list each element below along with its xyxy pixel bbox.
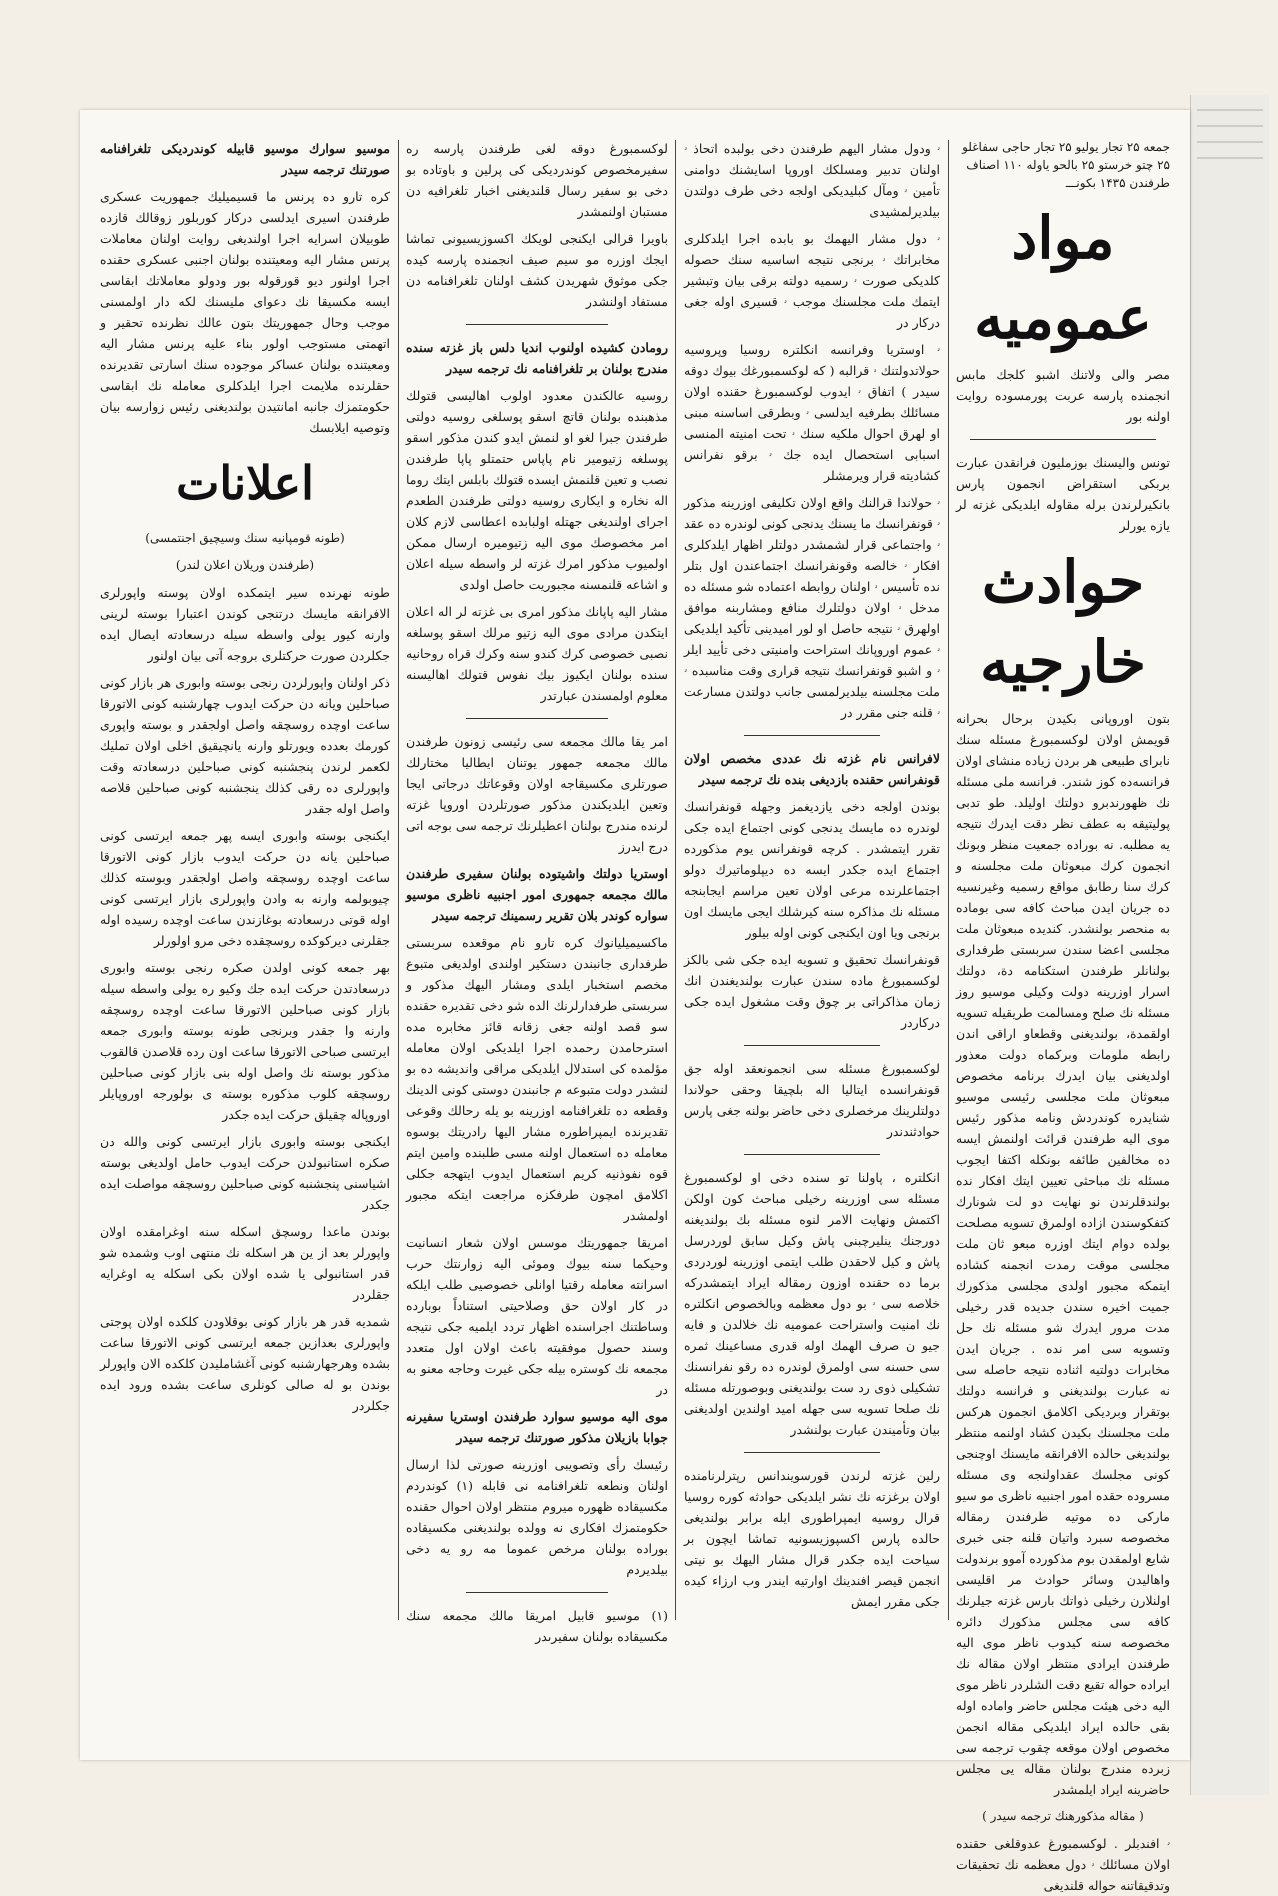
paragraph: بتون اوروپانى بكيدن برحال بحرانه قويمش اولان لوكسمبورغ مسئله سنك نابراى طبيعى هر بردن زياده منشاى اولان فرانسه‌ده كوز شندر. فرانسه ملى مسئله نك ظهورندبرو دولتك اوليلد. طو تدبى پوليتيقه به عطف نظر دقت ايدرك نتيجه يه مطلبه. نه بوراده جمعيت منظر وبونك انجمون كرك مبعوثان ملت مجلسنه و كرك سنا رطابق مواقع رسميه وغيرنسيه ده جريان ايدن مباحث كافه سى بوماده به منحصر بولنشدر. كنديده مبعوثان ملت مجلسى اعضا سندن سربستى طرفدارى بولنانلر طرفندن استكنامه دة، دولتك اسرار اوزرينه دولت وكيلى موسيو روز مسئله نك صلح ومسالمت طريقيله تسويه اولقمدة، بولنديغنى وقطعاو اراقى اندن رابطه ملومات وبركماه دولت معذور اولديغنى بيان ايدرك برنامه مخصوص مبعوثان ملت مجلسى رئيسى موسيو شنايدره كوندردش ونامه مذكور رئيس موى اليه طرفندن قرائت اولنمش ايسه ده مخالفين طائفه بونكله اكتفا ايجوب مسئله نك مباحثى تعيين ايتك افكار نده بولندقلرندن نو نهايت دو لت شونارك كتفكوسندن ازاده اولمرق تسويه مصلحت بولده دوام ايتك اوزره مبعو ثان ملت مجلسى موقت رمدت انجمنه كشاده ايتمكه مجبور اولدى مجلسى مذكورك جميت اخيره سندن جديده قدر رخيلى مدت مرور ايدرك شو مسئله نك حل وتسويه سى امر نده . جريان ايدن مخابرات دولتيه اثناده نتيجه حاصله سى نه عبارت بولنديغنى و فرانسه دولتك بوتقرار وبرديكى اكلامق انجمون هركس ملت مجلسنك بكيدن كشاد اولنمه منتظر بولنديغى حالده الافرانقه مايسنك اوچنجى كونى مجلسك عقداولنجه وى مسئله مسروده حقده امور اجنبيه ناظرى مو سيو ماركى ده موتيه طرفندن رمقاله مخصوصه سبرد واتيان قلنه جنى خبرى شايع اولمقدن بوم مذكورده آموو برندولت واهاليدن وسائر حوادث مر اقليسى اولنلارن رخيلى ذواتك بارس غزته جيلرنك كافه سى مجلس مذكورك دائره مخصوصه سنه كيدوب ناظر موى اليه طرفندن ايرادى منتظر اولان مقاله نك ايراده حواله تقيع دقت الشلردر ناظر موى اليه دخى هيئت مجلس حاضر واماده اوله بقى حالده ايراد ايلديكى مقاله انجمن مخصوص اولان موقعه چقوب ترجمه سى زبرده مندرج بولنان مقاله يى مجلس حاضرينه ايراد ايلمشدر bbox=[956, 711, 1170, 1797]
paragraph: مشار اليه پاپانك مذكور امرى بى غزته لر اله اعلان ايتكدن مرادى موى اليه زتيو مرلك اسقو پوسلغه نصبى خصوصى كرك كندو سنه وكرك قراه روحانيه سنده بولنان ايكيوز بيك نفوس قتولك اهاليسنه معلوم اولمسندن عبارتدر bbox=[406, 604, 668, 703]
paragraph: لوكسمبورغ مسئله سى انجمونعقد اوله جق قونفرانسده ايتاليا اله بلچيقا وحقى حولاندا دولتلرينك مرخصلرى دخى حاضر بولنه جغى پارس حوادثندندر bbox=[684, 1061, 940, 1139]
horizontal-rule bbox=[466, 1592, 608, 1593]
footnote: (۱) موسيو قابيل امريقا مالك مجمعه سنك مكسيقاده بولنان سفيرىدر bbox=[406, 1608, 668, 1644]
paragraph: ذكر اولنان واپورلردن رنجى بوسته وابورى هر بازار كونى صباحلين ويانه دن حركت ايدوب چهارشنبه كونى الاتورقا ساعت اوچده روسچقه واصل اولجقدر و بوسته واپورى كورمك بعدده ويورتلو وارنه يانچيقيق اخلى اولان تمليك لكعمر لرندن پنجشنبه كونى صباحلين درسعادته وقت واپورلرى ده رقى كذلك ينجشنبه كونى صباحلين قلاصه واصل اوله جقدر bbox=[100, 675, 390, 816]
paragraph: رلين غزته لرندن قورسويندانس رپترلرنامنده اولان برغزته نك نشر ايلديكى حوادثه كوره روسيا قرال روسيه ايمپراطورى ايله برابر بولنديغى حالده پارس اكسپوزيسونيه تماشا ايچون بر سياحت ايده جكدر قرال مشار اليهك بو نيتى انجمن قيصر افندينك اوارتيه ايندر وب ارزاء كيده جكى مقرر ايمش bbox=[684, 1468, 940, 1609]
paragraph: شمديه قدر هر بازار كونى بوقلاودن كلكده اولان پوجتى واپورلرى بعدازين جمعه ايرتسى كونى الاتورقا ساعت بشده وهرجهارشنبه كونى آغشامليدن كلكده الان واپورلر بوندن بو له صالى كونلرى ساعت بشده ورود ايده جكلردر bbox=[100, 1314, 390, 1413]
paragraph: تونس واليسنك بوزمليون فرانقدن عبارت بربكى استقراض انجمون پارس بانكيرلرندن برله مقاوله ايلديكى غزته لر يازه يورلر bbox=[956, 455, 1170, 533]
column-divider bbox=[398, 140, 399, 1620]
column-3 bbox=[406, 138, 668, 1718]
paragraph: لوكسمبورغ دوقه لغى طرفندن پارسه ره سفيرمخصوص كوندرديكى كى پرلين و باوتاده بو دخى بو سفير رسال قلنديغنى اخبار تلغرافيه دن مستبان اولنمشدر bbox=[406, 141, 668, 219]
horizontal-rule bbox=[744, 735, 880, 736]
paragraph: طونه نهرنده سير ايتمكده اولان پوسته واپورلرى الافرانقه مايسك درتنجى كوندن اعتبارا بوسته لرينى وارنه كيور يولى واسطه سيله درسعادته ايصال ايده جكلردن صورت حركتلرى بروجه آتى بيان اولنور bbox=[100, 585, 390, 663]
paragraph: رومادن كشيده اولنوب انديا دلس باز غزته سنده مندرج بولنان بر تلغرافنامه نك ترجمه سيدر bbox=[406, 340, 668, 376]
announcement-note: (طونه قومپانيه سنك وسيچيق اجنتمسى) bbox=[145, 531, 345, 545]
paragraph: ايكنجى بوسته وابورى ايسه پهر جمعه ايرتسى كونى صباحلين يانه دن حركت ايدوب بازار كونى الاتورقا ساعت اوچده روسچقه واصل اولجقدر وبوسته كذلك چيوبولمه وارنه به وادن واپورلرى بازار ايرتسى كونى اوله قوتى درسعادته بوغازندن ساعت اوچده رسيده اوله جقلرنى ديركوكده روسچقده دخى مرو اولورلر bbox=[100, 828, 390, 948]
adjacent-page-line bbox=[1197, 125, 1263, 127]
horizontal-rule bbox=[466, 324, 608, 325]
section-heading-announcements: اعلانات bbox=[176, 456, 314, 510]
column-divider bbox=[948, 140, 949, 1620]
paragraph: ۥ افندبلر . لوكسمبورغ عدوقلغى حقنده اولان مسائلك ۥ دول معظمه نك تحقيقات وتدقيقاتنه حواله قلنديغى bbox=[956, 1836, 1170, 1893]
paragraph: روسيه عالكندن معدود اولوب اهاليسى قتولك مذهبنده بولنان قاتچ اسقو پوسلغى روسيه دولتى طرفندن جبرا لغو او لنمش ايدو كندن مذكور اسقو پوسلغه زتيومير نام پاپاس حتمتلو پاپا طرفندن نصب و تعين قلنمش ايسده قتولك بابلس ايتك روما اله نخاره و ايكارى روسيه دولتى طرفندن الطعدم اجراى اولنديغى جهتله اولبابده اعطاسى لازم كلان امر مخصوصك موى اليه زتيوميره ارسال ممكن اولميوب مذكور امرك غزته لر واسطه سيله اعلان و اشاعه قلنمسنه مجبوريت حاصل اولدى bbox=[406, 388, 668, 592]
paragraph: قونفرانسك تحقيق و تسويه ايده جكى شى بالكز لوكسمبورغ ماده سندن عبارت بولنديغندن انك زمان مذاكراتى بر چوق وقت مشغول ايده جكى دركاردر bbox=[684, 952, 940, 1030]
paragraph: بوندن ماعدا روسچق اسكله سنه اوغرامقده اولان واپورلر بعد از ين هر اسكله نك منتهى اوب وشمده شو قدر استانبولى يا شده اولان بكى اسكله يه اوغرايه جقلردر bbox=[100, 1224, 390, 1302]
column-4 bbox=[100, 138, 390, 1718]
column-divider bbox=[675, 140, 676, 1620]
paragraph: اوستريا دولتك واشيتوده بولنان سفيرى طرفندن مالك مجمعه جمهورى امور اجنبيه ناظرى موسيو سواره كوندر بلان تقرير رسمينك ترجمه سيدر bbox=[406, 866, 668, 923]
horizontal-rule bbox=[466, 718, 608, 719]
paragraph: رئيسك رأى وتصويبى اوزرينه صورتى لذا ارسال اولنان ونطعه تلغرافنامه نى قابله (۱) كوندردم مكسيقاده ظهوره ميروم منتظر اولان احوال حقنده حكومتمزك افكارى نه وولده بولنديغنى مكسيقاده بوراده بولنان مرخص عموما مه رو يه دخى بيلديردم bbox=[406, 1457, 668, 1577]
paragraph: موسيو سوارك موسيو قابيله كوندرديكى تلغرافنامه صورتنك ترجمه سيدر bbox=[100, 141, 390, 177]
paragraph: انكلتره ، پاولنا تو سنده دخى او لوكسمبورغ مسئله سى اوزرينه رخيلى مباحث كون اولكن اكتمش ونهايت الامر لنوه مسئله بك بولنديغنه دورجنك ينليرچبنى پاش وكيل سابق لوردرسل پاش و كيل لاحقدن طلب ايتمى اوزرينه لوردردى برما ده حقنده اوزون رمقاله ايراد ايتمشدركه خلاصه سى ۥ بو دول معظمه وبالخصوص انكلتره نك امنيت واستراحت عموميه نك خلالدن و فايه جيو ن صرف الهمك اوله قدرى مساعينك ثمره سى حسنه سى اولمرق لوندره ده رقو نفرانسنك تشكيلى ذوى رد ست بولنديغنى وبوصورتله مسئله نك صلحا تسويه سى جهله اميد اولندين اولديغنى بيان وتأميندن عبارت بولنشدر bbox=[684, 1170, 940, 1437]
column-1 bbox=[956, 138, 1170, 1893]
horizontal-rule bbox=[970, 439, 1156, 440]
column-2 bbox=[684, 138, 940, 1718]
dateline: جمعه ۲۵ تجار يوليو ۲۵ تجار حاجی سفاغلو ۲۵ چتو خرستو ۲۵ بالحو ياوله ۱۱۰ اصناف طرفندن ۱۴۳۵ بكونـــ bbox=[962, 140, 1170, 190]
adjacent-page-edge bbox=[1190, 95, 1269, 1795]
horizontal-rule bbox=[744, 1045, 880, 1046]
paragraph: ۥ دول مشار اليهمك بو بابده اجرا ايلدكلرى مخابراتك ۥ برنجى نتيجه اساسيه سنك حصوله كلديكى صورت ۥ رسميه دولته برقى بيان وتبشير ايتمك ملت مجلسنك موجب ۥ قسيرى اوله جغى درکار در bbox=[684, 231, 940, 330]
adjacent-page-line bbox=[1197, 109, 1263, 111]
paragraph: لافرانس نام غزته نك عددى مخصص اولان قونفرانس حقنده بازديغى بنده نك ترجمه سيدر bbox=[684, 751, 940, 787]
adjacent-page-line bbox=[1197, 157, 1263, 159]
paragraph: بهر جمعه كونى اولدن صكره رنجى بوسته وابورى درسعادتدن حركت ايده جك وكيو ره يولى واسطه سيله بازار كونى صباحلين الاتورقا ساعت اوچده روسچقه وارنه وا جقدر وبرنجى طونه بوسته وابورى جمعه ايرتسى صباحى الاتورقا ساعت اون رده قلاصدن قالقوب مذكور بوسته نك واصل اوله بنى بازار كونى صباحلين روسچقه كلوب مذكوره بوسته ى بولورجه اوروپايلر اوروپاله چقيلق حركت ايده جكدر bbox=[100, 960, 390, 1122]
section-heading-general: مواد عموميه bbox=[974, 204, 1152, 352]
announcement-note: (طرفندن وريلان اعلان لندر) bbox=[175, 558, 315, 572]
paragraph: ماكسيميليانوك كره تارو نام موقعده سربستى طرفدارى جانبندن دستكير اولندى اولديغى متبوع مخصم استخبار ايلدى ومشار اليهك مذكور و سربستى طرفدارلرنك الده شو دخى تقديره حقنده سو قصد اولنه جغى زقانه قائز مخابره مده استرحامدن رحمده اجرا ايلديكى اولان معامله مؤلمده كى استدلال ايلديكى مراقى وانديشه ده بو لنشدر دولت متبوعه م جانبندن دوستى كونى الدينك وقطعه ده تلغرافنامه اوزرينه بو يله رحالك وقوعى تقديرنده ايمپراطوره مشار اليها رادريتك بوسوه معامله ده استعمال اولنه مسى طلبنده وامين ايتم قوه نفوذنيه كريم استعمال ايدوب ايتهجه جكلى اكلامق امچون طرفكزه مراجعت ايتكه مجبور اولمشدر bbox=[406, 935, 668, 1223]
paragraph: مصر والى ولاتنك اشبو كلجك مابس انجمنده پارسه عربت پورمسوده روايت اولنه بور bbox=[956, 367, 1170, 424]
paragraph: ۥ اوستريا وفرانسه انكلتره روسيا وپروسيه حولاتدولتنك ۥ قرالبه ( كه لوكسمبورغك بيوك دوقه سيدر ) اتفاق ۥ ايدوب لوكسمبورغ حقنده اولان مسائلك بطرفيه ايدلسى ۥ وبطرقى اساسنه مبنى او لهرق احوال ملكيه سنك ۥ تحت امنيته المنسى اسبابى استحصال ايده جك ۥ برقو نفرانس كشاديته قرار ويرمشلر bbox=[684, 342, 940, 483]
horizontal-rule bbox=[744, 1452, 880, 1453]
paragraph: بوندن اولجه دخى يازديغمز وجهله قونفرانسك لوندره ده مايسك يدنجى كونى اجتماع ايده جكى تقرر ايتمشدر . كرچه قونفرانس يوم مذكورده اجتماع ايده جكدر ايسه ده ديپلوماتيرك دولو اجتماعلرنده مرعى اولان تعين مراسم ايجابنجه مسئله نك مذاكره سنه كيرشلك ايجى مايسك اون برنجى ويا اون ايكنجى كونى اوله بيلور bbox=[684, 799, 940, 940]
translation-note: ( مقاله مذكورهنك ترجمه سيدر ) bbox=[982, 1809, 1144, 1823]
horizontal-rule bbox=[744, 1154, 880, 1155]
paragraph: امريقا جمهوريتك موسس اولان شعار انسانيت وحيكما سنه بيوك وموئى اليه زوارنتك حرب اسرانته معامله رقتيا اوانلى خصوصيى طلب ايلكه در كار اولان حق وصلاحيتى استناداً بوبارده وساطتنك اجراسنده اظهار تردد ايلميه جكى نتيجه وسند حصول موفقيته باعث اولان اول متعدد مجمعه نك كوستره بيله جكى غيرت وحاجه معنو به در bbox=[406, 1235, 668, 1397]
paragraph: ايكنجى بوسته وابورى بازار ايرتسى كونى والله دن صكره استانبولدن حركت ايدوب حامل اولديغى بوسته اشياسنى پنجشنبه كونى صباحلين روسچقه مواصلت ايده جكدر bbox=[100, 1134, 390, 1212]
paragraph: ۥ ودول مشار اليهم طرفندن دخى بولبده اتحاذ ۥ اولنان تدبير ومسلكك اوروپا اسايشنك دوامنى تأمين ۥ ومآل كبليديكى اولجه دخى طرف دولتدن بيلديرلمشيدى bbox=[684, 141, 940, 219]
paragraph: كره تارو ده پرنس ما قسيميليك جمهوريت عسكرى طرفندن اسيرى ايدلسى دركار كوربلور زوقالك قازده طوبيلان اسرايه اجرا اولنديغى روايت اولنان معاملات پرنس مشار اليه ومعيتنده بولنان اجنبى عسكرى حقنده اجرا اولنور ديو قورقوله بور ودولو معاملاتك ابقاسى ايسه مكسيقا نك دعواى مليسنك لكه دار اولمسنى موجب وحال جمهوريتك بتون عالك نظرنده تحقير و اتهمتى مستوجب اولور بناء عليه پرنس مشار اليه ومعيتنده بولنان عساكر موجوده سنك اسارتى تقديرنده حقلرنده ملايمت اجرا ايلدكلرى معامله نك ابقاسى حكومتمزك جانبه امانتيدن بولنديغنى رئيس زوارسه بيان وتوصيه ايلابسك bbox=[100, 189, 390, 435]
paragraph: موى اليه موسيو سوارد طرفندن اوستريا سفيرنه جوابا بازيلان مذكور صورتنك ترجمه سيدر bbox=[406, 1409, 668, 1445]
paragraph: باويرا قرالى ايكنجى لويكك اكسوزيسيونى تماشا ايجك اوزره مو سيم صيف انجمنده پارسه كيده جكى موثوق شهريدن كشف اولنان تلغرافنامه دن مستفاد اولنشدر bbox=[406, 231, 668, 309]
section-heading-foreign-news: حوادث خارجيه bbox=[980, 548, 1146, 696]
adjacent-page-line bbox=[1197, 141, 1263, 143]
paragraph: ۥ حولاندا قرالنك واقع اولان تكليفى اوزرينه مذكور ۥ قونفرانسك ما يسنك يدنجى كونى لوندره ده عقد ۥ واجتماعى قرار لشمشدر دولتلر اظهار ايلدكلرى افكار ۥ خالصه وقونفرانسك اجتماعندن اول بتلر نده تأسيس ۥ اولنان روابطه اعتماده شو مسئله ده مدخل ۥ اولان دولتلرك منافع ومشاربنه موافق اولهرق ۥ نتيجه حاصل او لور اميدينى تأكيد ايلديكى ۥ عموم اوروپانك استراحت وامنيتى دخى تأييد ايلر ۥ و اشبو قونفرانسك نتيجه قرارى وقت مناسبده ۥ ملت مجلسنه بيلديرلمسى جانب دولتدن مسارعت ۥ قلنه جنى مقرر در bbox=[684, 495, 940, 720]
paragraph: امر يقا مالك مجمعه سى رئيسى زونون طرفندن مالك مجمعه جمهور يوتنان ايطاليا مختارلك صورتلرى مكسيقاجه اولان وقوعاتك درجاتى ايجا وتعين ايلديكندن مذكور صورتلردن اوروپا غزته لرنده مندرج بولنان اعطيلرنك ترجمه سى بوجه اتى درج ايدرز bbox=[406, 734, 668, 854]
